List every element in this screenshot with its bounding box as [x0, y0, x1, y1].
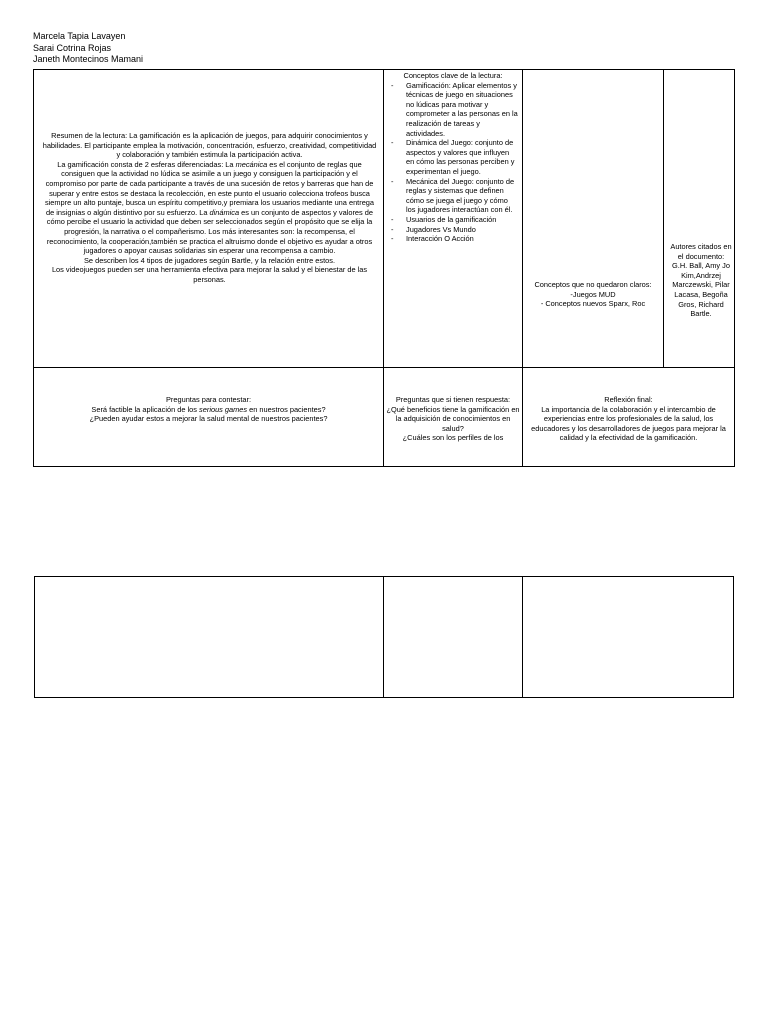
no-claros-heading: Conceptos que no quedaron claros:	[534, 280, 652, 289]
list-item: - Jugadores Vs Mundo	[388, 225, 518, 235]
resumen-paragraph: Los videojuegos pueden ser una herramienta efectiva para mejorar la salud y el bienestar de las personas.	[51, 265, 368, 284]
reflexion-heading: Reflexión final:	[604, 395, 653, 404]
empty-cell	[523, 577, 734, 698]
empty-cell	[35, 577, 384, 698]
autores-cell	[664, 70, 735, 368]
summary-table	[33, 69, 735, 467]
empty-table	[34, 576, 734, 698]
no-claros-line: - Conceptos nuevos Sparx, Roc	[540, 299, 646, 309]
author-name: Sarai Cotrina Rojas	[33, 42, 112, 53]
resumen-paragraph: Se describen los 4 tipos de jugadores según Bartle, y la relación entre estos.	[83, 255, 336, 265]
reflexion-cell	[523, 368, 735, 467]
list-item: - Mecánica del Juego: conjunto de reglas y sistemas que definen cómo se juega el juego y cómo los jugadores interactúan con él.	[388, 177, 518, 215]
conceptos-cell	[384, 70, 523, 368]
list-item: - Gamificación: Aplicar elementos y técnicas de juego en situaciones no lúdicas para motivar y comprometer a las personas en la realización de tareas y actividades.	[388, 81, 518, 139]
list-item: - Interacción O Acción	[388, 234, 518, 244]
respuesta-cell	[384, 368, 523, 467]
respuesta-line: ¿Cuáles son los perfiles de los	[402, 433, 504, 443]
list-item: - Usuarios de la gamificación	[388, 215, 518, 225]
resumen-paragraph: La gamificación consta de 2 esferas diferenciadas: La mecánica es el conjunto de reglas que consiguen que la actividad no lúdica se asimile a un juego y consiguen la participación y el compromiso por parte de cada participante a través de una sucesión de retos y barreras que han de superar y entre estos se destaca la recolección, en este punto el usuario colecciona trofeos busca siempre un alto puntaje, busca un espíritu competitivo,y premiara los usuarios mediante una entrega de insignias o algún distintivo por su esfuerzo. La dinámica es un conjunto de aspectos y valores de cómo percibe el usuario la actividad que deben ser seleccionados según el propósito que se elija la progresión, la narrativa o el compañerismo. Los más interesantes son: la recompensa, el reconocimiento, la cooperación,también se practica el altruismo donde el objetivo es ayudar a otros jugadores o apoyar causas solidarias sin esperar una recompensa a cambio.	[44, 159, 375, 256]
list-item: - Dinámica del Juego: conjunto de aspectos y valores que influyen en cómo las personas perciben y experimentan el juego.	[388, 138, 518, 176]
author-list	[33, 31, 143, 66]
resumen-paragraph: Resumen de la lectura: La gamificación es la aplicación de juegos, para adquirir conocimientos y habilidades. El participante emplea la motivación, concentración, esfuerzo, creatividad, competitividad y colaboración y también estimula la participación activa.	[42, 131, 377, 160]
author-name: Marcela Tapia Lavayen	[33, 31, 126, 41]
author-name: Janeth Montecinos Mamani	[33, 54, 144, 64]
empty-cell	[384, 577, 523, 698]
pregunta-line: Será factible la aplicación de los serious games en nuestros pacientes?	[91, 404, 326, 414]
pregunta-line: ¿Pueden ayudar estos a mejorar la salud mental de nuestros pacientes?	[89, 414, 328, 424]
reflexion-text: La importancia de la colaboración y el intercambio de experiencias entre los profesionales de la salud, los educadores y los desarrolladores de juegos para mejorar la calidad y la efectividad de la gamificación.	[531, 404, 726, 443]
no-claros-line: -Juegos MUD	[570, 289, 616, 299]
respuesta-line: ¿Qué beneficios tiene la gamificación en la adquisición de conocimientos en salud?	[386, 404, 520, 433]
no-claros-cell	[523, 70, 664, 368]
conceptos-list	[388, 81, 518, 244]
preguntas-cell	[34, 368, 384, 467]
respuesta-heading: Preguntas que si tienen respuesta:	[395, 395, 511, 404]
conceptos-heading: Conceptos clave de la lectura:	[403, 71, 503, 80]
autores-text: Autores citados en el documento: G.H. Ball, Amy Jo Kim,Andrzej Marczewski, Pilar Lacasa, Begoña Gros, Richard Bartle.	[670, 242, 732, 319]
preguntas-heading: Preguntas para contestar:	[165, 395, 252, 404]
resumen-cell	[34, 70, 384, 368]
